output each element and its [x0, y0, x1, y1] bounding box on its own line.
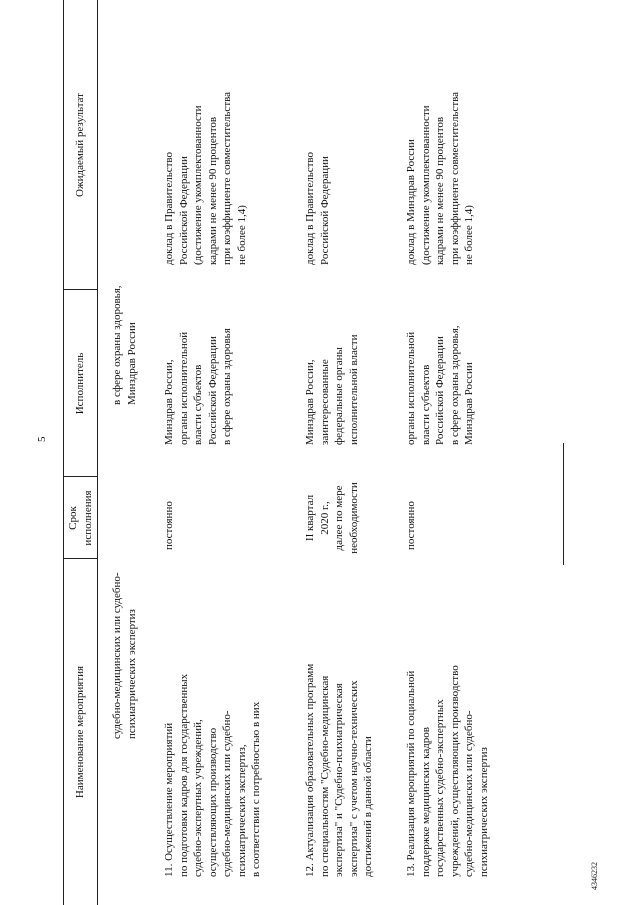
cell-line: судебно-экспертных учреждений,: [192, 719, 204, 877]
cell-line: Минздрав России,: [163, 359, 175, 445]
cell-line: Минздрав России: [463, 362, 475, 445]
cell-line: психиатрических экспертиз,: [235, 744, 248, 877]
header-bottom-border: [97, 0, 98, 905]
cell-line: далее по мере: [333, 485, 345, 551]
cell-line: достижений в данной области: [362, 736, 374, 877]
cell-line: доклад в Правительство: [304, 151, 316, 265]
row-11-executor: [162, 328, 235, 445]
table-top-border: [63, 0, 64, 905]
cell-line: по специальностям "Судебно-медицинская: [318, 675, 331, 877]
row-13-deadline: [404, 501, 419, 550]
row-11-deadline: [162, 501, 177, 550]
cell-line: власти субъектов: [192, 364, 204, 445]
cell-line: постоянно: [163, 501, 175, 550]
cell-line: органы исполнительной: [177, 331, 190, 445]
cell-line: власти субъектов: [419, 364, 432, 445]
cell-line: Минздрав России,: [304, 359, 316, 445]
row-13-name: [404, 665, 491, 877]
cell-line: судебно-медицинских или судебно-: [111, 572, 123, 739]
row-12-executor: [303, 335, 361, 446]
cell-line: кадрами не менее 90 процентов: [434, 116, 446, 265]
row-12-result: [303, 152, 332, 265]
cell-line: федеральные органы: [333, 347, 345, 445]
cell-line: не более 1,4): [235, 205, 248, 265]
cell-line: Минздрав России: [125, 322, 138, 405]
cell-line: (достижение укомплектованности: [419, 105, 432, 265]
cell-line: государственных судебно-экспертных: [434, 699, 446, 877]
cell-line: поддержке медицинских кадров: [419, 726, 432, 877]
cell-line: заинтересованные: [318, 359, 331, 445]
header-deadline: [66, 477, 95, 559]
row-0-executor: [110, 285, 139, 405]
cell-line: (достижение укомплектованности: [192, 105, 204, 265]
row-11-name: [162, 674, 264, 877]
cell-line: II квартал: [304, 494, 316, 542]
row-13-result: [404, 92, 477, 265]
document-code: 4346232: [590, 862, 599, 890]
cell-line: 2020 г.,: [318, 501, 331, 535]
closing-separator-line: [563, 443, 564, 565]
cell-line: по подготовки кадров для государственных: [177, 673, 190, 877]
cell-line: в соответствии с потребностью в них: [250, 701, 262, 877]
header-deadline-line: Срок: [67, 506, 79, 530]
cell-line: доклад в Минздрав России: [405, 139, 417, 265]
cell-line: в сфере охраны здоровья,: [448, 325, 461, 445]
cell-line: 11. Осуществление мероприятий: [163, 722, 175, 877]
cell-line: 12. Актуализация образовательных программ: [304, 663, 316, 877]
cell-line: не более 1,4): [463, 205, 475, 265]
cell-line: в сфере охраны здоровья: [221, 328, 233, 445]
cell-line: Российской Федерации: [434, 336, 446, 445]
cell-line: учреждений, осуществляющих производство: [448, 665, 461, 877]
cell-line: при коэффициенте совместительства: [448, 91, 461, 265]
cell-line: Российской Федерации: [318, 156, 331, 265]
cell-line: в сфере охраны здоровья,: [111, 285, 123, 405]
cell-line: при коэффициенте совместительства: [221, 91, 233, 265]
cell-line: судебно-медицинских или судебно-: [463, 710, 475, 877]
cell-line: необходимости: [347, 482, 360, 554]
row-12-deadline: [303, 477, 361, 559]
cell-line: кадрами не менее 90 процентов: [206, 116, 219, 265]
cell-line: судебно-медицинских или судебно-: [221, 710, 233, 877]
cell-line: психиатрических экспертиз: [477, 747, 490, 877]
row-11-result: [162, 92, 249, 265]
cell-line: экспертиза" и "Судебно-психиатрическая: [333, 683, 345, 877]
row-13-executor: [404, 325, 477, 445]
cell-line: Российской Федерации: [177, 156, 190, 265]
cell-line: психиатрических экспертиз: [125, 609, 138, 739]
cell-line: органы исполнительной: [405, 331, 417, 445]
cell-line: исполнительной власти: [347, 334, 360, 445]
header-executor: Исполнитель: [74, 352, 86, 415]
cell-line: осуществляющих производство: [206, 727, 219, 877]
cell-line: доклад в Правительство: [163, 151, 175, 265]
cell-line: постоянно: [405, 501, 417, 550]
header-result: Ожидаемый результат: [74, 93, 86, 197]
cell-line: экспертиза" с учетом научно-технических: [347, 680, 360, 877]
row-12-name: [303, 664, 376, 877]
header-name: Наименование мероприятия: [74, 665, 86, 799]
row-0-name: [110, 572, 139, 739]
cell-line: 13. Реализация мероприятий по социальной: [405, 670, 417, 877]
cell-line: Российской Федерации: [206, 336, 219, 445]
header-deadline-line: исполнения: [81, 490, 94, 546]
page-number: 5: [36, 436, 48, 442]
